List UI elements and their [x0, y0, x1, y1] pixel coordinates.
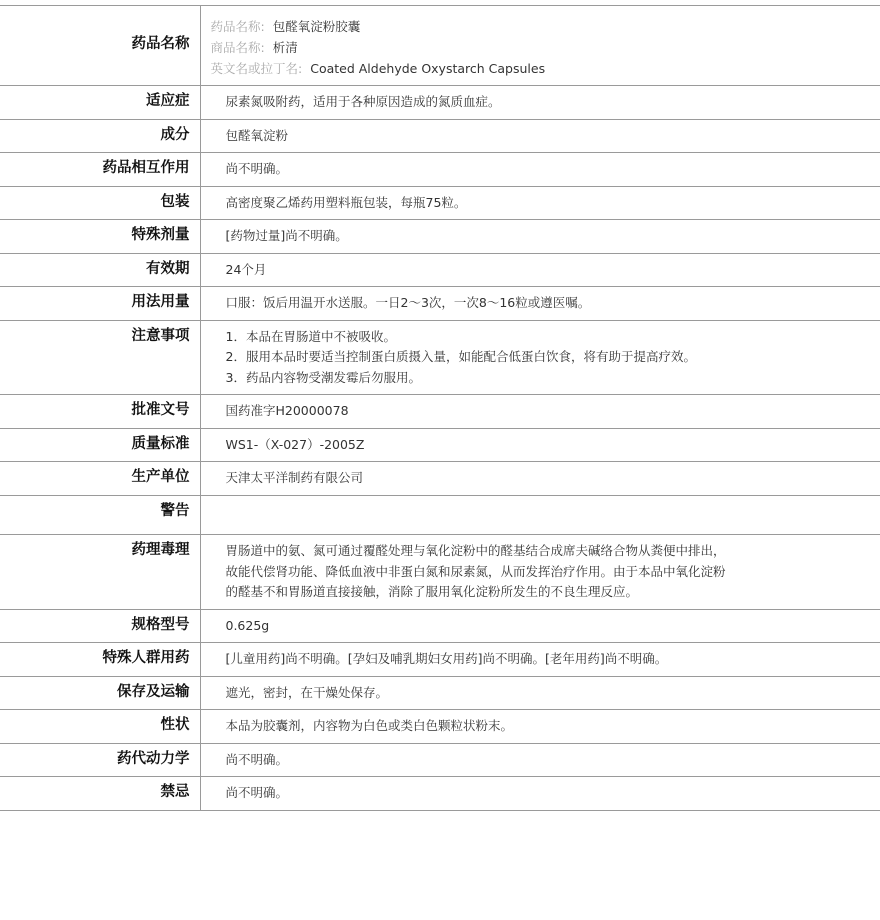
- label-interactions: 药品相互作用: [0, 153, 200, 187]
- label-special-dosage: 特殊剂量: [0, 220, 200, 254]
- label-description: 性状: [0, 710, 200, 744]
- pharmacology-line: 胃肠道中的氨、氮可通过覆醛处理与氧化淀粉中的醛基结合成席夫碱络合物从粪便中排出，: [225, 543, 726, 558]
- label-approval: 批准文号: [0, 395, 200, 429]
- row-specification: [0, 609, 880, 643]
- value-specification: 0.625g: [200, 609, 880, 643]
- label-contraindications: 禁忌: [0, 777, 200, 811]
- row-composition: [0, 119, 880, 153]
- label-pharmacology: 药理毒理: [0, 535, 200, 610]
- row-precautions: [0, 320, 880, 395]
- row-special-population: [0, 643, 880, 677]
- value-manufacturer: 天津太平洋制药有限公司: [200, 462, 880, 496]
- english-name-line: [211, 58, 880, 79]
- row-validity: [0, 253, 880, 287]
- english-name-value: Coated Aldehyde Oxystarch Capsules: [310, 61, 546, 76]
- english-name-key: 英文名或拉丁名:: [210, 61, 303, 76]
- row-interactions: [0, 153, 880, 187]
- precaution-line: 2．服用本品时要适当控制蛋白质摄入量，如能配合低蛋白饮食，将有助于提高疗效。: [225, 349, 696, 364]
- precaution-line: 3．药品内容物受潮发霉后勿服用。: [225, 369, 421, 385]
- row-packaging: [0, 186, 880, 220]
- value-special-dosage: [药物过量]尚不明确。: [200, 220, 880, 254]
- value-drug-names: [200, 6, 880, 86]
- row-pharmacology: [0, 535, 880, 610]
- generic-name-key: 药品名称:: [210, 19, 265, 34]
- label-validity: 有效期: [0, 253, 200, 287]
- generic-name-line: [211, 16, 880, 37]
- label-storage: 保存及运输: [0, 676, 200, 710]
- drug-info-table: [0, 5, 880, 811]
- row-drug-names: [0, 6, 880, 86]
- pharmacology-line: 故能代偿肾功能、降低血液中非蛋白氮和尿素氮，从而发挥治疗作用。由于本品中氧化淀粉: [225, 563, 726, 579]
- value-packaging: 高密度聚乙烯药用塑料瓶包装，每瓶75粒。: [200, 186, 880, 220]
- label-standard: 质量标准: [0, 428, 200, 462]
- label-indication: 适应症: [0, 86, 200, 120]
- label-drug-names: 药品名称: [0, 6, 200, 86]
- value-composition: 包醛氧淀粉: [200, 119, 880, 153]
- label-manufacturer: 生产单位: [0, 462, 200, 496]
- row-indication: [0, 86, 880, 120]
- value-warning: [200, 495, 880, 535]
- value-pharmacology: [200, 535, 880, 610]
- value-precautions: [200, 320, 880, 395]
- row-manufacturer: [0, 462, 880, 496]
- row-contraindications: [0, 777, 880, 811]
- value-interactions: 尚不明确。: [200, 153, 880, 187]
- label-special-population: 特殊人群用药: [0, 643, 200, 677]
- value-usage: 口服：饭后用温开水送服。一日2～3次，一次8～16粒或遵医嘱。: [200, 287, 880, 321]
- label-specification: 规格型号: [0, 609, 200, 643]
- precaution-line: 1．本品在胃肠道中不被吸收。: [225, 328, 396, 344]
- label-packaging: 包装: [0, 186, 200, 220]
- label-warning: 警告: [0, 495, 200, 535]
- value-storage: 遮光，密封，在干燥处保存。: [200, 676, 880, 710]
- row-description: [0, 710, 880, 744]
- value-standard: WS1-（X-027）-2005Z: [200, 428, 880, 462]
- trade-name-line: [211, 37, 880, 58]
- row-standard: [0, 428, 880, 462]
- row-pharmacokinetics: [0, 743, 880, 777]
- label-precautions: 注意事项: [0, 320, 200, 395]
- row-warning: [0, 495, 880, 535]
- trade-name-value: 析清: [272, 40, 298, 55]
- row-usage: [0, 287, 880, 321]
- value-pharmacokinetics: 尚不明确。: [200, 743, 880, 777]
- value-approval: 国药准字H20000078: [200, 395, 880, 429]
- label-composition: 成分: [0, 119, 200, 153]
- row-approval: [0, 395, 880, 429]
- trade-name-key: 商品名称:: [210, 40, 265, 55]
- pharmacology-line: 的醛基不和胃肠道直接接触，消除了服用氧化淀粉所发生的不良生理反应。: [225, 584, 639, 599]
- row-storage: [0, 676, 880, 710]
- label-usage: 用法用量: [0, 287, 200, 321]
- label-pharmacokinetics: 药代动力学: [0, 743, 200, 777]
- generic-name-value: 包醛氧淀粉胶囊: [272, 19, 361, 34]
- value-description: 本品为胶囊剂，内容物为白色或类白色颗粒状粉末。: [200, 710, 880, 744]
- row-special-dosage: [0, 220, 880, 254]
- value-indication: 尿素氮吸附药，适用于各种原因造成的氮质血症。: [200, 86, 880, 120]
- value-validity: 24个月: [200, 253, 880, 287]
- value-contraindications: 尚不明确。: [200, 777, 880, 811]
- value-special-population: [儿童用药]尚不明确。[孕妇及哺乳期妇女用药]尚不明确。[老年用药]尚不明确。: [200, 643, 880, 677]
